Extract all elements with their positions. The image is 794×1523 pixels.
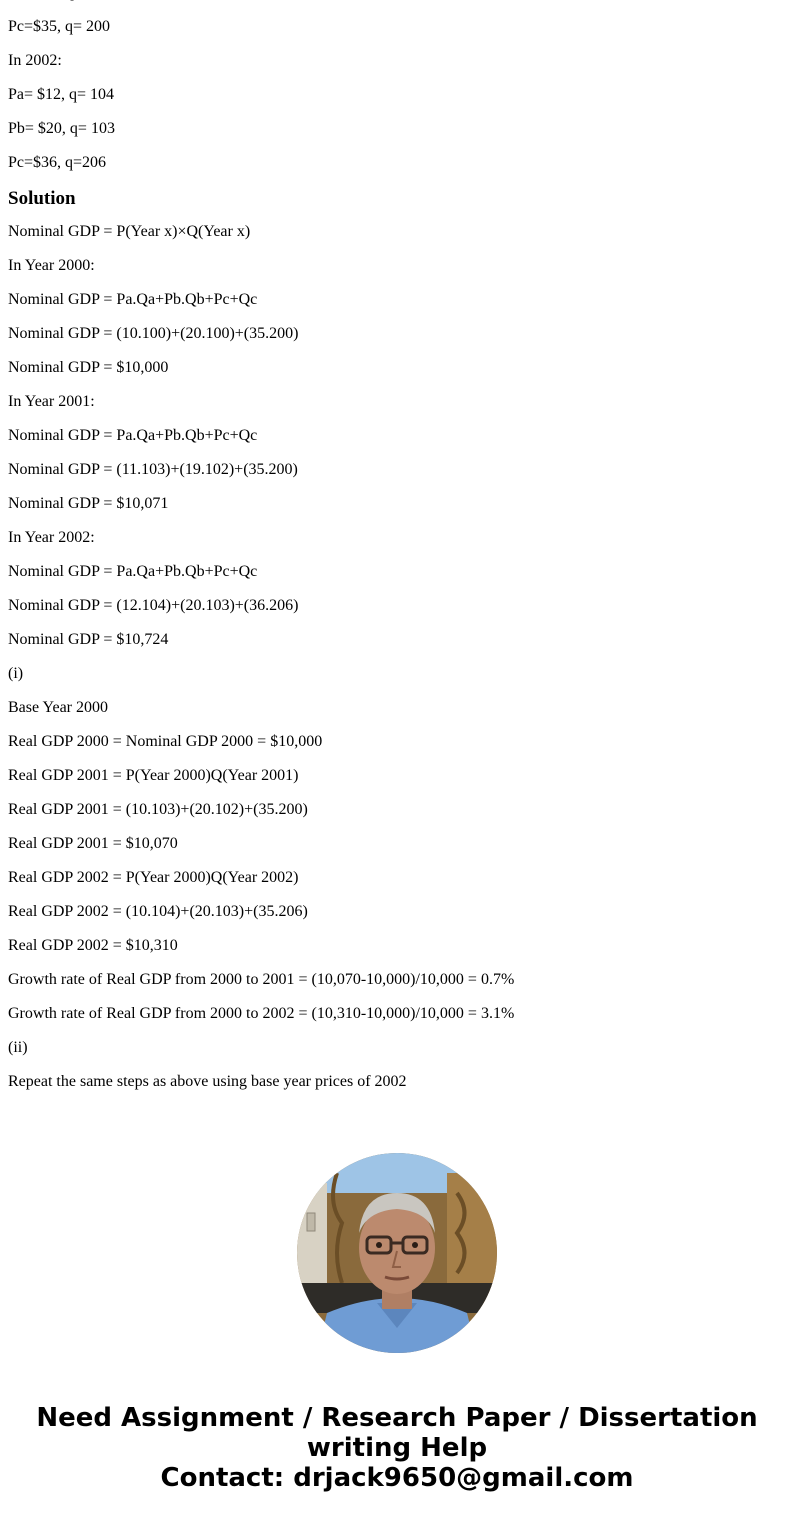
text-line: In Year 2001: xyxy=(8,393,95,410)
text-line: Nominal GDP = (11.103)+(19.102)+(35.200) xyxy=(8,461,298,478)
text-line: Base Year 2000 xyxy=(8,699,108,716)
promo-line: writing Help xyxy=(306,1433,488,1463)
text-line: Growth rate of Real GDP from 2000 to 2001 = (10,070-10,000)/10,000 = 0.7% xyxy=(8,971,515,988)
text-line: Growth rate of Real GDP from 2000 to 2002 = (10,310-10,000)/10,000 = 3.1% xyxy=(8,1005,515,1022)
document-body xyxy=(8,0,786,1107)
text-line: Nominal GDP = $10,000 xyxy=(8,359,169,376)
author-avatar xyxy=(297,1153,497,1353)
promo-contact: Contact: drjack9650@gmail.com xyxy=(160,1463,634,1493)
promo-banner xyxy=(0,1403,794,1493)
text-line: Real GDP 2001 = P(Year 2000)Q(Year 2001) xyxy=(8,767,299,784)
text-line: Real GDP 2001 = $10,070 xyxy=(8,835,178,852)
solution-heading: Solution xyxy=(8,188,76,209)
text-line: Pc=$36, q=206 xyxy=(8,154,107,171)
text-line: Real GDP 2000 = Nominal GDP 2000 = $10,000 xyxy=(8,733,323,750)
text-line: Pc=$35, q= 200 xyxy=(8,18,111,35)
promo-line: Need Assignment / Research Paper / Dissertation xyxy=(36,1403,758,1433)
text-line: In Year 2000: xyxy=(8,257,95,274)
text-line: Repeat the same steps as above using base year prices of 2002 xyxy=(8,1073,407,1090)
text-line: Nominal GDP = (12.104)+(20.103)+(36.206) xyxy=(8,597,299,614)
text-line: In 2002: xyxy=(8,52,62,69)
text-line: Pb= $20, q= 103 xyxy=(8,120,115,137)
text-line: Real GDP 2002 = (10.104)+(20.103)+(35.206) xyxy=(8,903,308,920)
text-line: Real GDP 2002 = $10,310 xyxy=(8,937,178,954)
text-line: Real GDP 2002 = P(Year 2000)Q(Year 2002) xyxy=(8,869,299,886)
text-line: Nominal GDP = Pa.Qa+Pb.Qb+Pc+Qc xyxy=(8,427,258,444)
text-line: Real GDP 2001 = (10.103)+(20.102)+(35.200) xyxy=(8,801,308,818)
text-line: Nominal GDP = $10,071 xyxy=(8,495,169,512)
author-portrait-icon xyxy=(297,1153,497,1353)
solution-block xyxy=(8,223,786,1091)
text-line: Nominal GDP = $10,724 xyxy=(8,631,169,648)
text-line: Nominal GDP = Pa.Qa+Pb.Qb+Pc+Qc xyxy=(8,563,258,580)
text-line: (ii) xyxy=(8,1039,28,1056)
text-line: Nominal GDP = (10.100)+(20.100)+(35.200) xyxy=(8,325,299,342)
text-line: In Year 2002: xyxy=(8,529,95,546)
text-line: Nominal GDP = P(Year x)×Q(Year x) xyxy=(8,223,251,240)
given-data-block xyxy=(8,0,786,172)
text-line xyxy=(8,0,786,2)
text-line: Pa= $12, q= 104 xyxy=(8,86,115,103)
text-line: (i) xyxy=(8,665,24,682)
text-line: Nominal GDP = Pa.Qa+Pb.Qb+Pc+Qc xyxy=(8,291,258,308)
